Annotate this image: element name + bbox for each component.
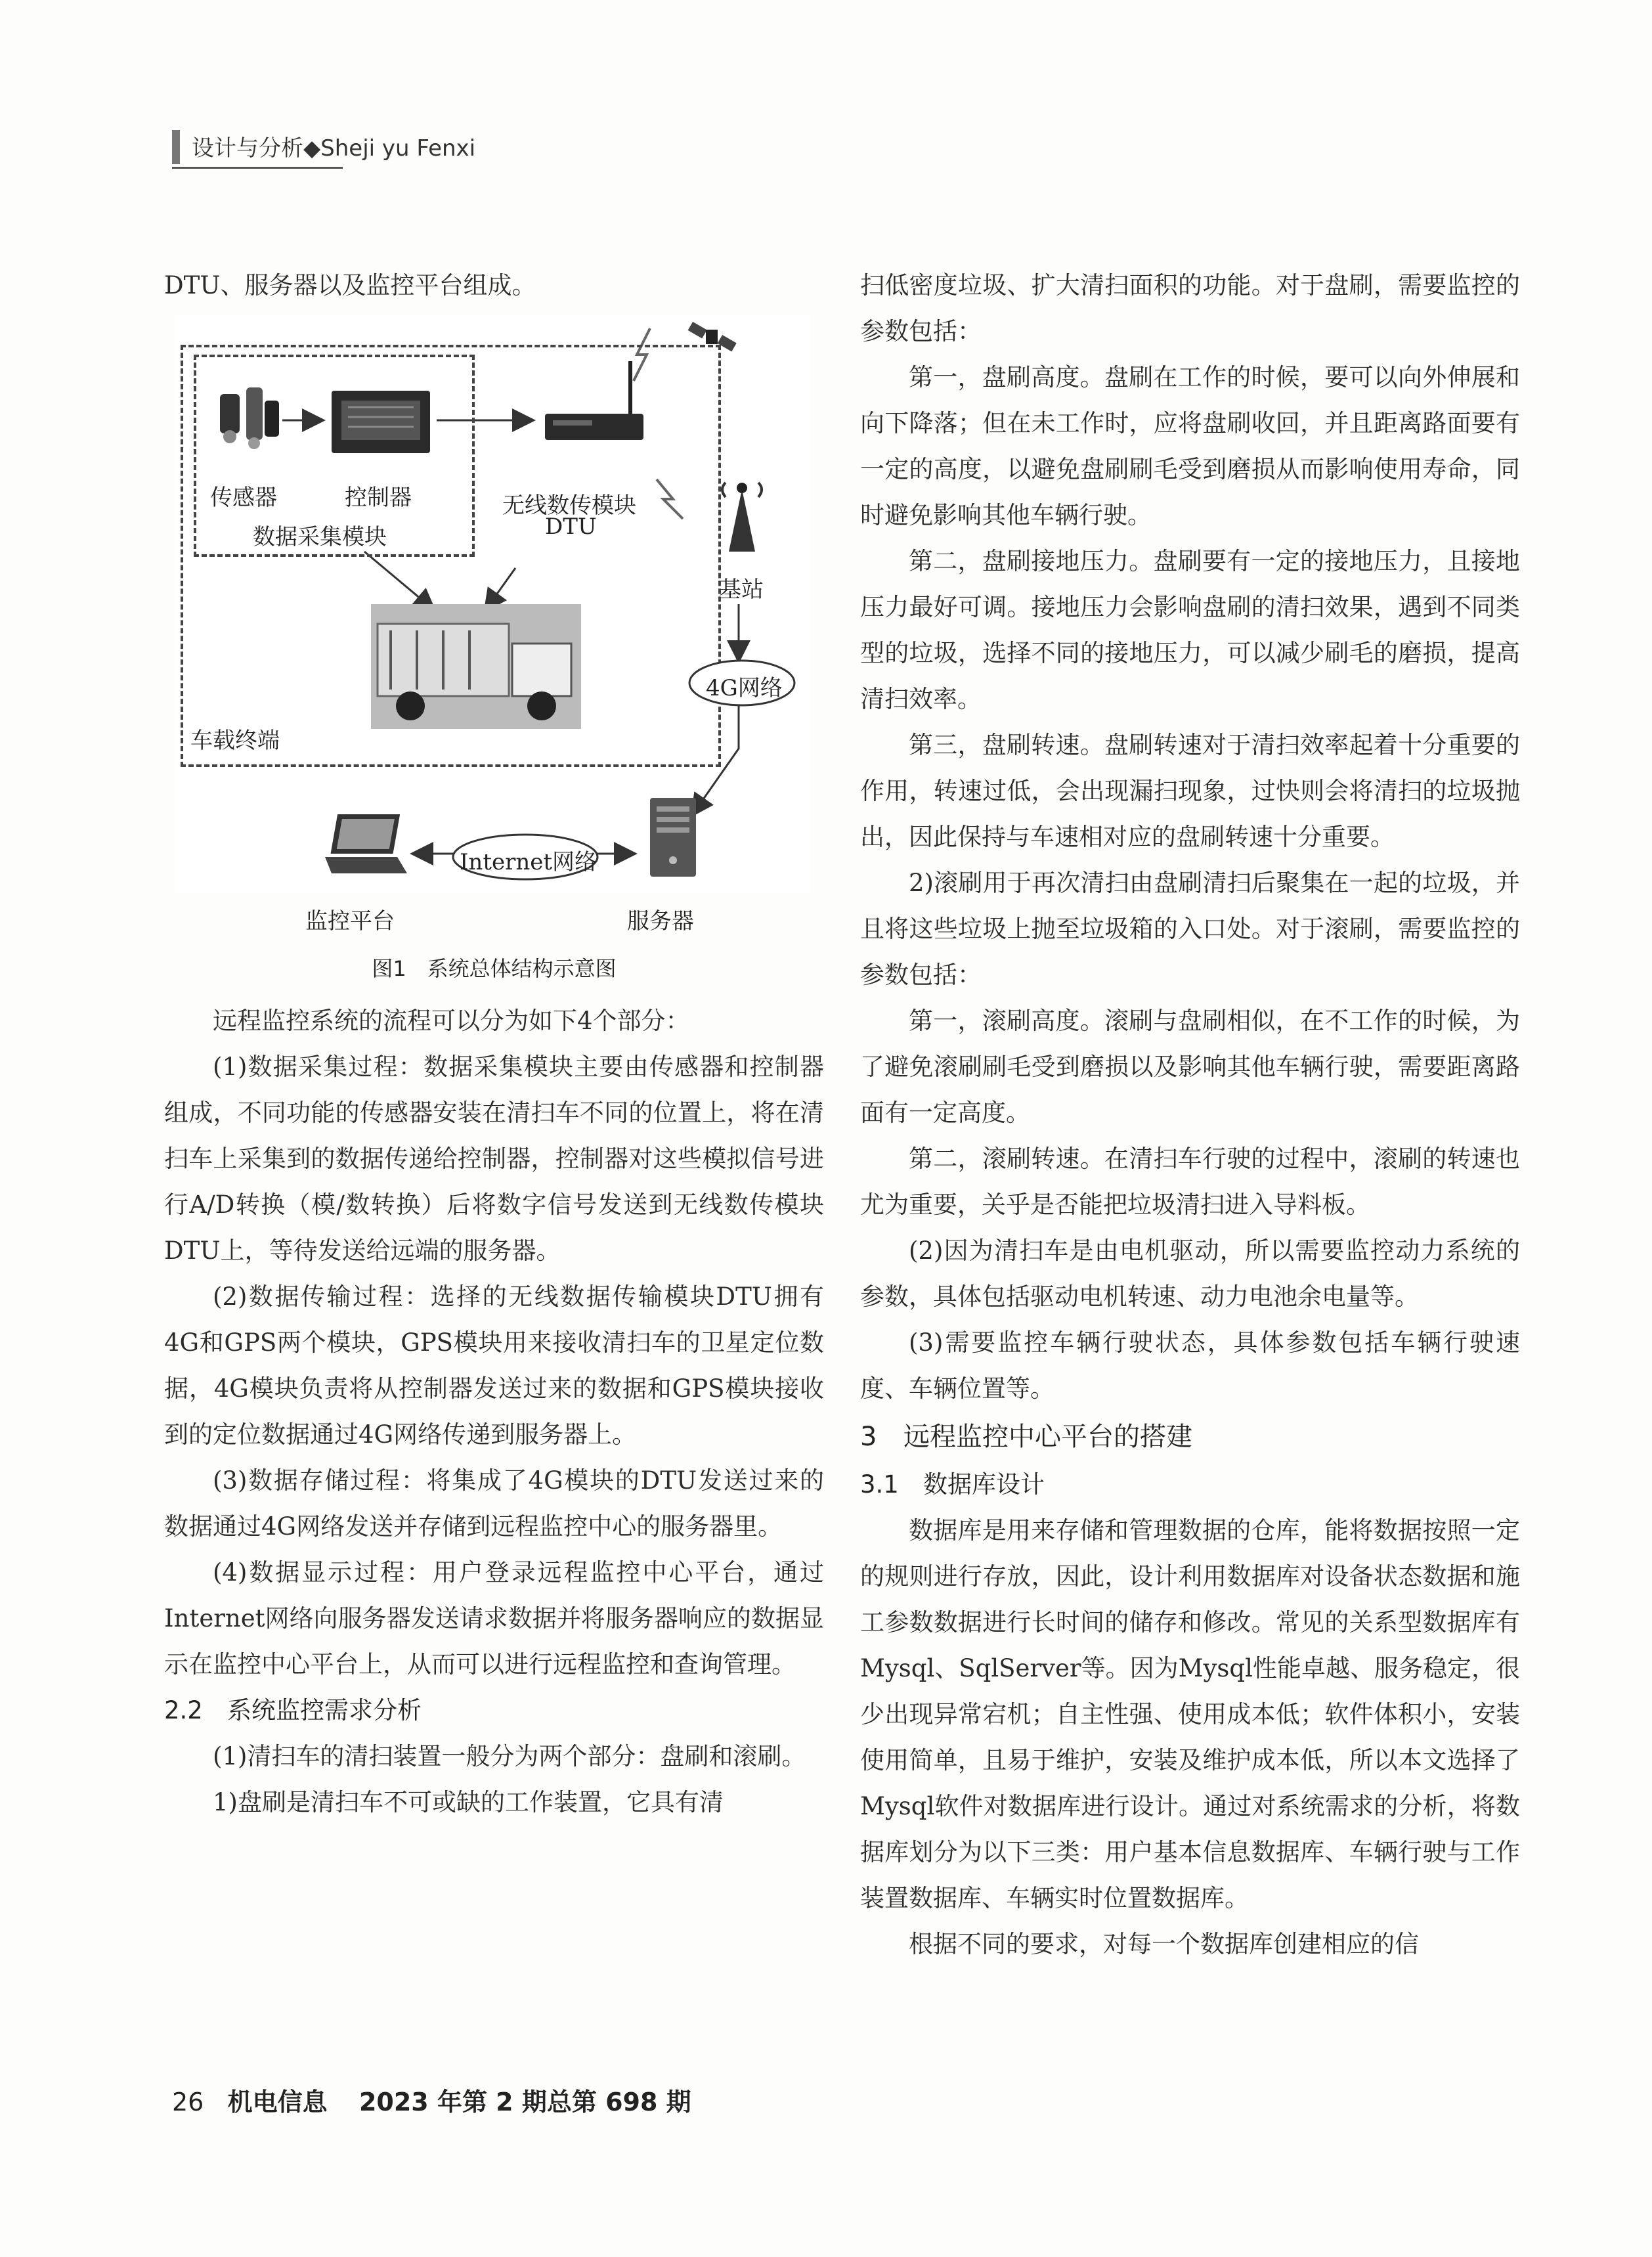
paragraph: 扫低密度垃圾、扩大清扫面积的功能。对于盘刷，需要监控的参数包括： — [860, 271, 1520, 345]
dtu-icon — [538, 355, 657, 447]
server-label: 服务器 — [627, 908, 694, 934]
intro-line: DTU、服务器以及监控平台组成。 — [164, 271, 536, 299]
base-station-icon — [712, 476, 772, 555]
paragraph: 第一，盘刷高度。盘刷在工作的时候，要可以向外伸展和向下降落；但在未工作时，应将盘刷收回，并且距离路面要有一定的高度，以避免盘刷刷毛受到磨损从而影响使用寿命，同时避免影响其他车辆行驶。 — [860, 363, 1520, 529]
paragraph: 第一，滚刷高度。滚刷与盘刷相似，在不工作的时候，为了避免滚刷刷毛受到磨损以及影响其他车辆行驶，需要距离路面有一定高度。 — [860, 1007, 1520, 1127]
net-4g-label: 4G网络 — [706, 675, 783, 701]
controller-label: 控制器 — [345, 485, 412, 511]
section-number: 2.2 — [164, 1696, 203, 1724]
base-station-label: 基站 — [719, 577, 764, 603]
dtu-label-line1: 无线数传模块 — [502, 493, 636, 519]
monitor-label: 监控平台 — [305, 908, 395, 934]
paragraph: 远程监控系统的流程可以分为如下4个部分： — [213, 1007, 690, 1035]
figure-frame — [174, 315, 811, 934]
left-column — [164, 263, 824, 1826]
section-heading-3 — [860, 1412, 1520, 1462]
paragraph: (4)数据显示过程：用户登录远程监控中心平台，通过Internet网络向服务器发送请求数据并将服务器响应的数据显示在监控中心平台上，从而可以进行远程监控和查询管理。 — [164, 1558, 824, 1678]
paragraph: 第二，盘刷接地压力。盘刷要有一定的接地压力，且接地压力最好可调。接地压力会影响盘刷的清扫效果，遇到不同类型的垃圾，选择不同的接地压力，可以减少刷毛的磨损，提高清扫效率。 — [860, 547, 1520, 713]
running-header — [172, 126, 476, 169]
satellite-icon — [686, 315, 739, 361]
paragraph: (3)需要监控车辆行驶状态，具体参数包括车辆行驶速度、车辆位置等。 — [860, 1328, 1520, 1403]
sensor-icon — [213, 381, 286, 453]
paragraph: (2)因为清扫车是由电机驱动，所以需要监控动力系统的参数，具体包括驱动电机转速、动力电池余电量等。 — [860, 1237, 1520, 1311]
section-title: 远程监控中心平台的搭建 — [903, 1422, 1192, 1452]
dtu-label-line2: DTU — [545, 514, 597, 540]
paragraph: (2)数据传输过程：选择的无线数据传输模块DTU拥有4G和GPS两个模块，GPS模块用来接收清扫车的卫星定位数据，4G模块负责将从控制器发送过来的数据和GPS模块接收到的定位数据通过4G网络传递到服务器上。 — [164, 1282, 824, 1449]
section-heading-2-2 — [164, 1688, 824, 1734]
paragraph: (1)清扫车的清扫装置一般分为两个部分：盘刷和滚刷。 — [213, 1742, 806, 1770]
internet-label: Internet网络 — [460, 849, 598, 875]
journal-name: 机电信息 — [227, 2088, 328, 2116]
paragraph: 数据库是用来存储和管理数据的仓库，能将数据按照一定的规则进行存放，因此，设计利用数据库对设备状态数据和施工参数数据进行长时间的储存和修改。常见的关系型数据库有Mysql、SqlServer等。因为Mysql性能卓越、服务稳定，很少出现异常宕机；自主性强、使用成本低；软件体积小，安装使用简单，且易于维护，安装及维护成本低，所以本文选择了Mysql软件对数据库进行设计。通过对系统需求的分析，将数据库划分为以下三类：用户基本信息数据库、车辆行驶与工作装置数据库、车辆实时位置数据库。 — [860, 1516, 1520, 1912]
paragraph: 1)盘刷是清扫车不可或缺的工作装置，它具有清 — [213, 1788, 724, 1816]
section-heading-3-1 — [860, 1462, 1520, 1508]
paragraph: 2)滚刷用于再次清扫由盘刷清扫后聚集在一起的垃圾，并且将这些垃圾上抛至垃圾箱的入口处。对于滚刷，需要监控的参数包括： — [860, 869, 1520, 989]
acquisition-label: 数据采集模块 — [253, 524, 387, 550]
header-bar — [172, 130, 180, 164]
paragraph: (3)数据存储过程：将集成了4G模块的DTU发送过来的数据通过4G网络发送并存储到远程监控中心的服务器里。 — [164, 1466, 824, 1541]
right-column — [860, 263, 1520, 1967]
laptop-icon — [325, 811, 410, 877]
issue-info: 2023 年第 2 期总第 698 期 — [359, 2088, 691, 2116]
figure-1 — [164, 315, 824, 998]
paragraph: 第二，滚刷转速。在清扫车行驶的过程中，滚刷的转速也尤为重要，关乎是否能把垃圾清扫进入导料板。 — [860, 1145, 1520, 1219]
section-title: 系统监控需求分析 — [227, 1696, 422, 1724]
header-text: 设计与分析◆Sheji yu Fenxi — [192, 135, 476, 162]
server-icon — [643, 795, 703, 880]
paragraph: 根据不同的要求，对每一个数据库创建相应的信 — [909, 1930, 1419, 1958]
section-number: 3.1 — [860, 1470, 899, 1499]
figure-caption: 图1 系统总体结构示意图 — [372, 956, 617, 981]
section-number: 3 — [860, 1422, 877, 1452]
section-title: 数据库设计 — [923, 1470, 1045, 1499]
controller-icon — [328, 387, 433, 460]
paragraph: 第三，盘刷转速。盘刷转速对于清扫效率起着十分重要的作用，转速过低，会出现漏扫现象，过快则会将清扫的垃圾抛出，因此保持与车速相对应的盘刷转速十分重要。 — [860, 731, 1520, 851]
page-number: 26 — [172, 2088, 204, 2116]
vehicle-terminal-label: 车载终端 — [190, 728, 280, 754]
page-footer — [172, 2082, 691, 2118]
paragraph: (1)数据采集过程：数据采集模块主要由传感器和控制器组成，不同功能的传感器安装在清扫车不同的位置上，将在清扫车上采集到的数据传递给控制器，控制器对这些模拟信号进行A/D转换（模/数转换）后将数字信号发送到无线数传模块DTU上，等待发送给远端的服务器。 — [164, 1053, 824, 1265]
sensor-label: 传感器 — [210, 485, 277, 511]
truck-icon — [371, 604, 581, 729]
